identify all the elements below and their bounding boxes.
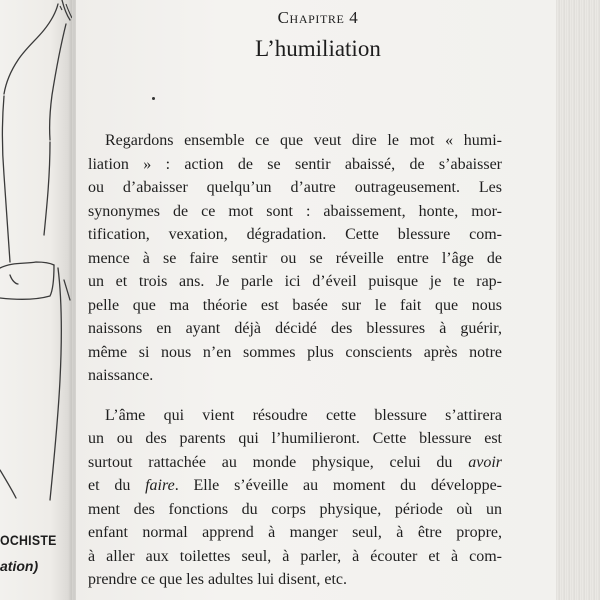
paragraph-1-line: même si nous n’en sommes plus conscients après notre bbox=[88, 343, 502, 361]
paragraph-2 bbox=[88, 404, 502, 592]
paragraph-1-line: un et trois ans. Je parle ici d’éveil puisque je te rap- bbox=[88, 273, 502, 290]
paragraph-1-line: Regardons ensemble ce que veut dire le mot « humi- bbox=[105, 132, 502, 149]
italic-word-faire: faire bbox=[145, 477, 175, 494]
illustration-caption-line-2: ation) bbox=[0, 558, 39, 574]
page-edges bbox=[556, 0, 600, 600]
paragraph-1-line: liation » : action de se sentir abaissé, de s’abaisser bbox=[88, 155, 502, 173]
paragraph-2-line bbox=[88, 451, 502, 475]
paragraph-2-line-4-end: . Elle s’éveille au moment du développe- bbox=[174, 477, 502, 494]
paragraph-1-line: pelle que ma théorie est basée sur le fait que nous bbox=[88, 296, 502, 314]
paragraph-2-line bbox=[88, 474, 502, 498]
paragraph-2-line-4-start: et du bbox=[88, 477, 131, 494]
chapter-label: Chapitre 4 bbox=[277, 8, 359, 27]
paragraph-1 bbox=[88, 129, 502, 388]
paragraph-2-line-3-text: surtout rattachée au monde physique, celui du bbox=[88, 453, 453, 471]
paragraph-1-line: mence à se faire sentir ou se réveille entre l’âge de bbox=[88, 249, 502, 267]
italic-word-avoir: avoir bbox=[468, 453, 503, 471]
paragraph-1-line: naissance. bbox=[88, 367, 154, 384]
paragraph-1-line: ou d’abaisser quelqu’un d’autre outrageusement. Les bbox=[88, 179, 502, 196]
right-page bbox=[76, 0, 560, 600]
paragraph-2-line: à aller aux toilettes seul, à parler, à écouter et à com- bbox=[88, 547, 502, 565]
chapter-body bbox=[88, 129, 502, 592]
ink-speck bbox=[152, 97, 155, 100]
paragraph-2-line: ment des fonctions du corps physique, période où un bbox=[88, 500, 502, 518]
paragraph-2-line: un ou des parents qui l’humilieront. Cette blessure est bbox=[88, 430, 502, 447]
paragraph-1-line: synonymes de ce mot sont : abaissement, honte, mor- bbox=[88, 202, 502, 220]
illustration-caption-line-1: OCHISTE bbox=[0, 532, 57, 548]
paragraph-1-line: naissons en ayant déjà décidé des blessures à guérir, bbox=[88, 320, 502, 337]
paragraph-1-line: tification, vexation, dégradation. Cette blessure com- bbox=[88, 226, 502, 243]
chapter-title: L’humiliation bbox=[255, 36, 381, 61]
paragraph-2-line: prendre ce que les adultes lui disent, etc. bbox=[88, 571, 348, 588]
paragraph-2-line: enfant normal apprend à manger seul, à être propre, bbox=[88, 524, 502, 541]
paragraph-2-line: L’âme qui vient résoudre cette blessure s’attirera bbox=[105, 406, 502, 424]
left-page bbox=[0, 0, 72, 600]
body-outline-illustration bbox=[0, 0, 72, 520]
